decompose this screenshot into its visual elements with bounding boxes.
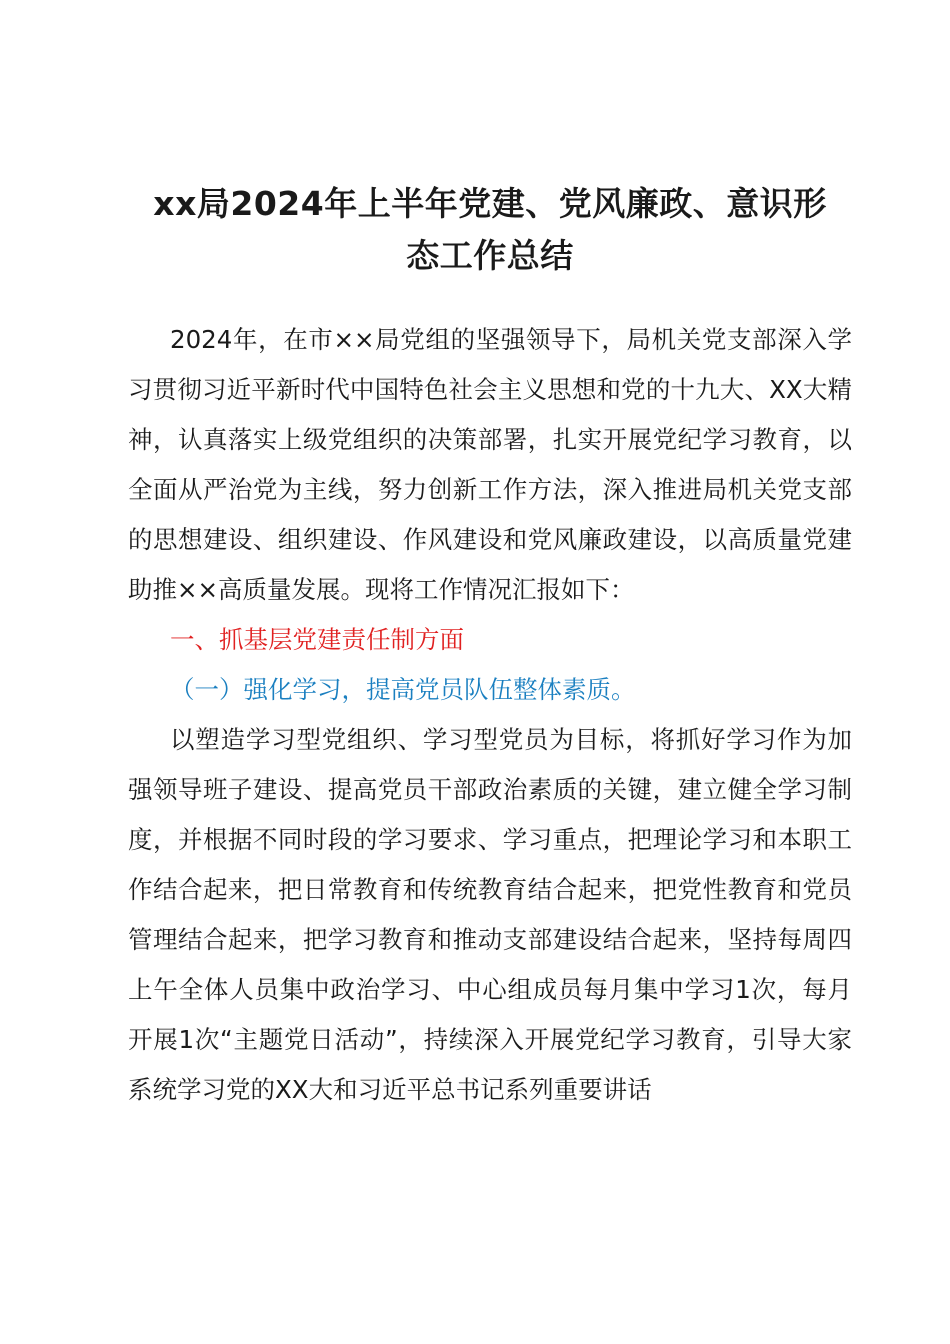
document-page — [128, 178, 852, 1115]
section-heading: 一、抓基层党建责任制方面 — [170, 625, 464, 654]
subsection-heading: （一）强化学习，提高党员队伍整体素质。 — [170, 675, 636, 704]
title-line-1: xx局2024年上半年党建、党风廉政、意识形 — [153, 184, 827, 223]
section-paragraph: 以塑造学习型党组织、学习型党员为目标，将抓好学习作为加强领导班子建设、提高党员干部政治素质的关键，建立健全学习制度，并根据不同时段的学习要求、学习重点，把理论学习和本职工作结合起来，把日常教育和传统教育结合起来，把党性教育和党员管理结合起来，把学习教育和推动支部建设结合起来，坚持每周四上午全体人员集中政治学习、中心组成员每月集中学习1次，每月开展1次“主题党日活动”，持续深入开展党纪学习教育，引导大家系统学习党的XX大和习近平总书记系列重要讲话 — [128, 725, 852, 1104]
intro-paragraph: 2024年，在市××局党组的坚强领导下，局机关党支部深入学习贯彻习近平新时代中国特色社会主义思想和党的十九大、XX大精神，认真落实上级党组织的决策部署，扎实开展党纪学习教育，以全面从严治党为主线，努力创新工作方法，深入推进局机关党支部的思想建设、组织建设、作风建设和党风廉政建设，以高质量党建助推××高质量发展。现将工作情况汇报如下： — [128, 325, 852, 604]
title-line-2: 态工作总结 — [406, 236, 574, 275]
document-title — [128, 178, 852, 282]
